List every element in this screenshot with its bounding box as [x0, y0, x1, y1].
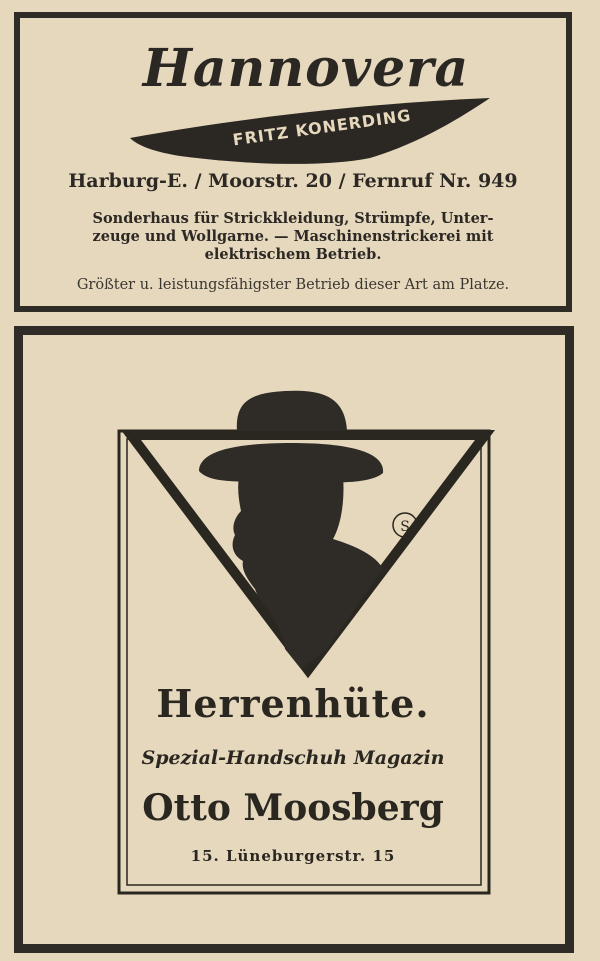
address-line: Harburg-E. / Moorstr. 20 / Fernruf Nr. 949: [68, 170, 518, 192]
brand-name: Hannovera: [142, 38, 470, 99]
headline: Herrenhüte.: [156, 681, 430, 726]
signet-letter: S: [400, 519, 410, 535]
street-address: 15. Lüneburgerstr. 15: [190, 847, 396, 865]
hannovera-advertisement: [14, 12, 572, 312]
description-line: zeuge und Wollgarne. — Maschinenstrickerei mit: [92, 228, 494, 245]
hannovera-logo: [120, 38, 500, 158]
description-block: [40, 210, 546, 264]
subline: Spezial-Handschuh Magazin: [141, 747, 445, 769]
description-line: Sonderhaus für Strickkleidung, Strümpfe, Unter-: [92, 210, 494, 227]
merchant-name: Otto Moosberg: [142, 787, 444, 829]
tagline: Größter u. leistungsfähigster Betrieb dieser Art am Platze.: [76, 277, 510, 293]
description-line: elektrischem Betrieb.: [204, 246, 382, 263]
herrenhuete-advertisement: [14, 326, 574, 953]
owner-name: FRITZ KONERDING: [231, 105, 413, 150]
